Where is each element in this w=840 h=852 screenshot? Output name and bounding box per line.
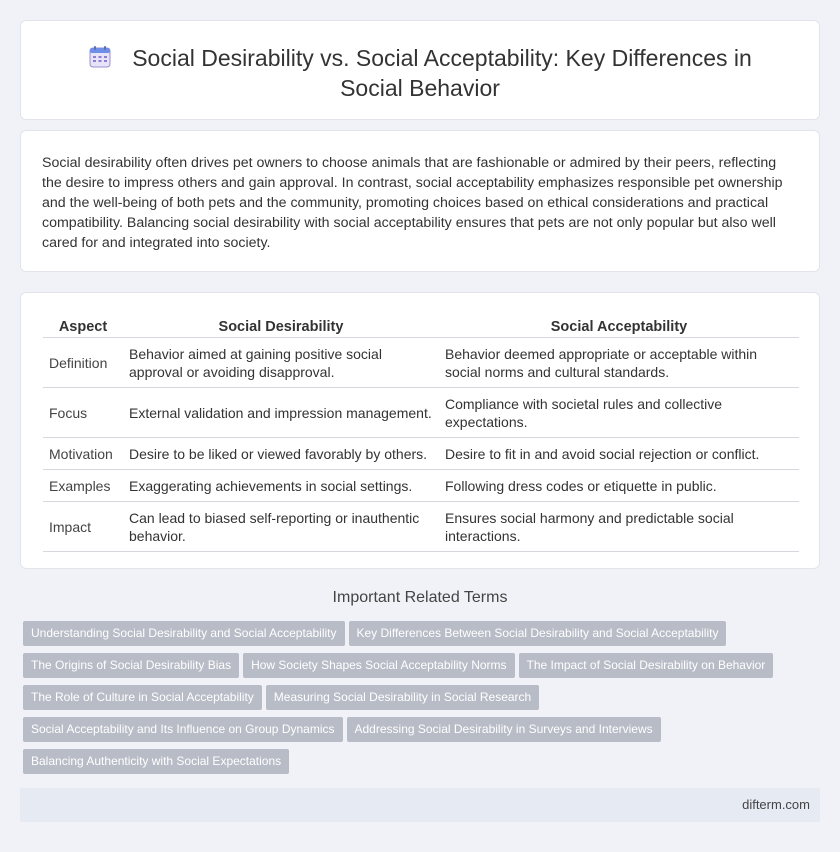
row-aspect: Focus xyxy=(43,388,123,438)
row-desirability: Behavior aimed at gaining positive social approval or avoiding disapproval. xyxy=(123,338,439,388)
related-term-tag[interactable]: Balancing Authenticity with Social Expectations xyxy=(23,749,289,774)
related-term-tag[interactable]: Addressing Social Desirability in Surveys and Interviews xyxy=(347,717,661,742)
row-desirability: External validation and impression management. xyxy=(123,388,439,438)
related-term-tag[interactable]: Measuring Social Desirability in Social Research xyxy=(266,685,539,710)
row-aspect: Examples xyxy=(43,470,123,502)
footer-site-link[interactable]: difterm.com xyxy=(742,797,810,812)
related-terms-list xyxy=(23,621,823,781)
row-acceptability: Compliance with societal rules and collective expectations. xyxy=(439,388,799,438)
table-row xyxy=(43,470,799,502)
related-terms-title: Important Related Terms xyxy=(332,589,508,606)
related-term-tag[interactable]: The Role of Culture in Social Acceptability xyxy=(23,685,262,710)
column-header-social-desirability: Social Desirability xyxy=(123,316,439,338)
row-aspect: Impact xyxy=(43,502,123,552)
table-row xyxy=(43,388,799,438)
related-term-tag[interactable]: The Origins of Social Desirability Bias xyxy=(23,653,239,678)
row-acceptability: Behavior deemed appropriate or acceptable within social norms and cultural standards. xyxy=(439,338,799,388)
table-row xyxy=(43,438,799,470)
column-header-social-acceptability: Social Acceptability xyxy=(439,316,799,338)
table-header-row xyxy=(43,316,799,338)
row-acceptability: Ensures social harmony and predictable social interactions. xyxy=(439,502,799,552)
related-term-tag[interactable]: How Society Shapes Social Acceptability Norms xyxy=(243,653,514,678)
row-aspect: Definition xyxy=(43,338,123,388)
row-acceptability: Following dress codes or etiquette in public. xyxy=(439,470,799,502)
intro-card xyxy=(20,130,820,272)
header-card xyxy=(20,20,820,120)
page-title xyxy=(81,43,759,103)
comparison-table-card xyxy=(20,292,820,569)
related-term-tag[interactable]: The Impact of Social Desirability on Behavior xyxy=(519,653,774,678)
row-desirability: Desire to be liked or viewed favorably by others. xyxy=(123,438,439,470)
table-row xyxy=(43,338,799,388)
row-desirability: Exaggerating achievements in social settings. xyxy=(123,470,439,502)
table-row xyxy=(43,502,799,552)
related-term-tag[interactable]: Understanding Social Desirability and Social Acceptability xyxy=(23,621,345,646)
related-term-tag[interactable]: Social Acceptability and Its Influence on Group Dynamics xyxy=(23,717,343,742)
row-acceptability: Desire to fit in and avoid social rejection or conflict. xyxy=(439,438,799,470)
comparison-table xyxy=(43,316,799,552)
related-term-tag[interactable]: Key Differences Between Social Desirability and Social Acceptability xyxy=(349,621,727,646)
footer xyxy=(20,788,820,822)
page-title-text: Social Desirability vs. Social Acceptability: Key Differences in Social Behavior xyxy=(132,45,752,101)
intro-paragraph: Social desirability often drives pet owners to choose animals that are fashionable or admired by their peers, reflecting the desire to impress others and gain approval. In contrast, social acceptability emphasizes responsible pet ownership and the well-being of both pets and the community, promoting choices based on ethical considerations and practical compatibility. Balancing social desirability with social acceptability ensures that pets are not only popular but also well cared for and integrated into society. xyxy=(42,155,783,251)
row-aspect: Motivation xyxy=(43,438,123,470)
row-desirability: Can lead to biased self-reporting or inauthentic behavior. xyxy=(123,502,439,552)
column-header-aspect: Aspect xyxy=(43,316,123,338)
calendar-icon xyxy=(88,45,112,69)
